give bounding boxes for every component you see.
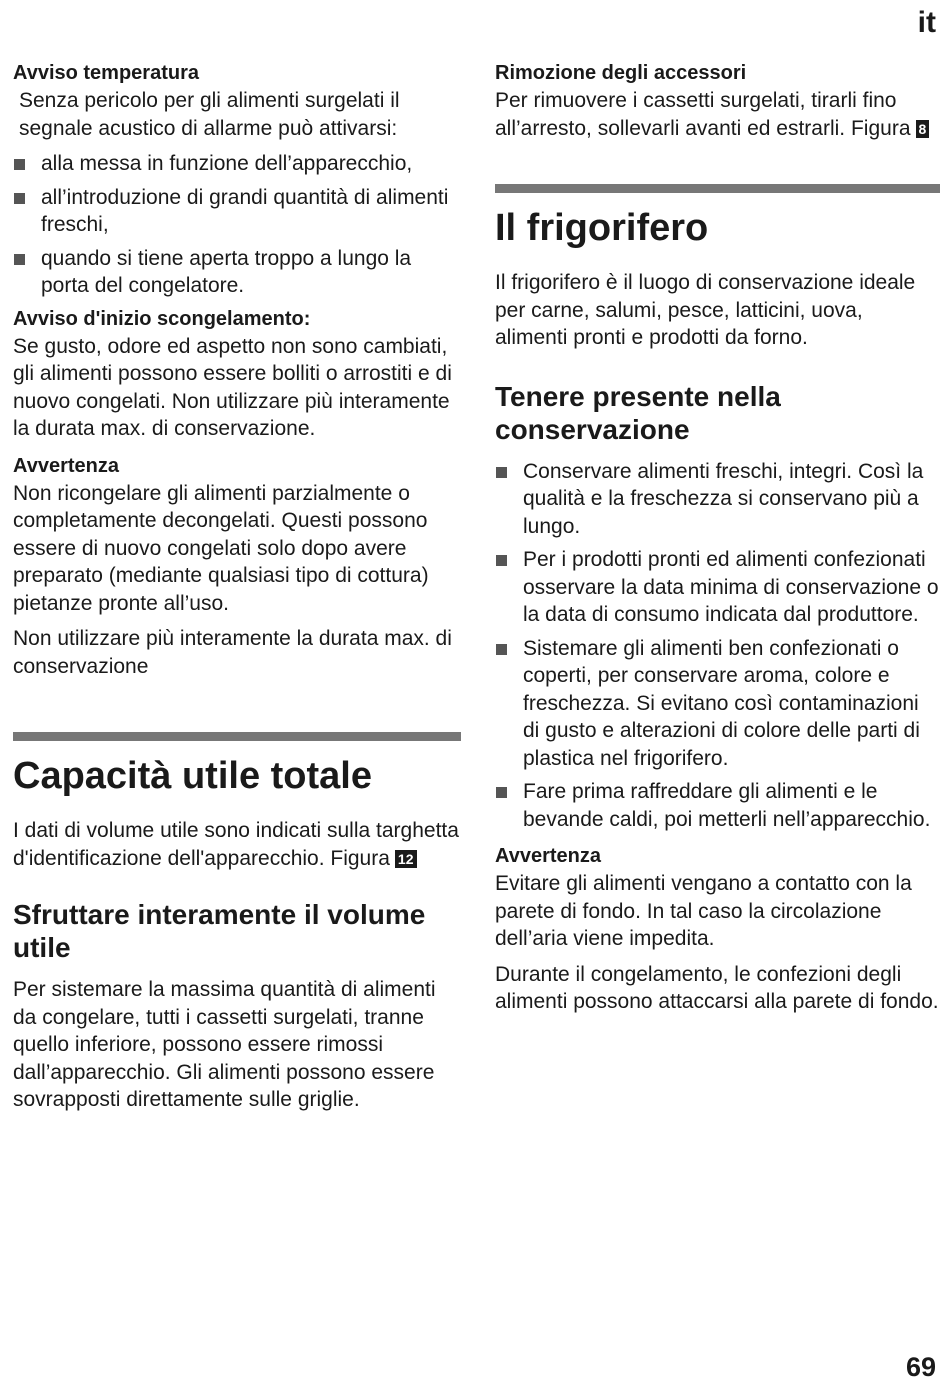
figure-reference: 8 xyxy=(916,120,930,138)
bullet-icon xyxy=(496,644,507,655)
sfruttare-heading: Sfruttare interamente il volume utile xyxy=(13,899,426,963)
bullet-icon xyxy=(14,159,25,170)
avvertenza-paragraph-1: Evitare gli alimenti vengano a contatto con la parete di fondo. In tal caso la circolazione dell’aria viene impedita. xyxy=(495,872,912,950)
bullet-icon xyxy=(14,193,25,204)
avvertenza-label: Avvertenza xyxy=(495,845,601,867)
right-column xyxy=(495,60,940,1024)
list-item: alla messa in funzione dell’apparecchio, xyxy=(13,150,461,178)
avviso-scongelamento-text: Se gusto, odore ed aspetto non sono cambiati, gli alimenti possono essere bolliti o arrostiti e di nuovo congelati. Non utilizzare più interamente la durata max. di conservazione. xyxy=(13,334,452,440)
rimozione-text: Per rimuovere i cassetti surgelati, tirarli fino all’arresto, sollevarli avanti ed estrarli. Figura 8 xyxy=(495,87,940,142)
page-number: 69 xyxy=(905,1352,936,1382)
sfruttare-text: Per sistemare la massima quantità di alimenti da congelare, tutti i cassetti surgelati, tranne quello inferiore, possono essere rimossi dall’apparecchio. Gli alimenti possono essere sovrapposti direttamente sulle griglie. xyxy=(13,978,436,1111)
list-item: quando si tiene aperta troppo a lungo la porta del congelatore. xyxy=(13,245,461,300)
left-column xyxy=(13,60,461,1122)
list-item: Sistemare gli alimenti ben confezionati o coperti, per conservare aroma, colore e freschezza. Si evitano così contaminazioni di gusto e alterazioni di colore delle parti di plastica nel frigorifero. xyxy=(495,635,940,773)
tenere-list xyxy=(495,458,940,834)
tenere-heading: Tenere presente nella conservazione xyxy=(495,380,781,445)
avvertenza-label: Avvertenza xyxy=(13,454,119,477)
list-item: all’introduzione di grandi quantità di alimenti freschi, xyxy=(13,184,461,239)
avviso-scongelamento-label: Avviso d'inizio scongelamento: xyxy=(13,307,311,330)
language-code: it xyxy=(917,6,936,39)
section-divider xyxy=(13,732,461,741)
capacita-text: I dati di volume utile sono indicati sulla targhetta d'identificazione dell'apparecchio. Figura 12 xyxy=(13,819,459,870)
frigorifero-text: Il frigorifero è il luogo di conservazione ideale per carne, salumi, pesce, latticini, uova, alimenti pronti e prodotti da forno. xyxy=(495,271,916,349)
avviso-temperatura-label: Avviso temperatura xyxy=(13,62,199,84)
bullet-icon xyxy=(496,467,507,478)
avvertenza-paragraph-2: Durante il congelamento, le confezioni degli alimenti possono attaccarsi alla parete di fondo. xyxy=(495,962,939,1013)
avviso-temperatura-list xyxy=(13,150,461,300)
bullet-icon xyxy=(14,254,25,265)
rimozione-label: Rimozione degli accessori xyxy=(495,62,747,84)
list-item: Fare prima raffreddare gli alimenti e le bevande caldi, poi metterli nell’apparecchio. xyxy=(495,778,940,833)
list-item: Conservare alimenti freschi, integri. Così la qualità e la freschezza si conservano più a lungo. xyxy=(495,458,940,541)
section-divider xyxy=(495,184,940,193)
frigorifero-heading: Il frigorifero xyxy=(495,207,709,249)
avvertenza-paragraph-2: Non utilizzare più interamente la durata max. di conservazione xyxy=(13,627,452,678)
bullet-icon xyxy=(496,555,507,566)
bullet-icon xyxy=(496,787,507,798)
avvertenza-paragraph-1: Non ricongelare gli alimenti parzialmente o completamente decongelati. Questi possono essere di nuovo congelati solo dopo avere preparato (mediante qualsiasi tipo di cottura) pietanze pronte all’uso. xyxy=(13,481,429,615)
list-item: Per i prodotti pronti ed alimenti confezionati osservare la data minima di conservazione o la data di consumo indicata dal produttore. xyxy=(495,546,940,629)
figure-reference: 12 xyxy=(395,850,417,868)
capacita-heading: Capacità utile totale xyxy=(13,755,372,797)
avviso-temperatura-intro: Senza pericolo per gli alimenti surgelati il segnale acustico di allarme può attivarsi: xyxy=(19,89,400,140)
